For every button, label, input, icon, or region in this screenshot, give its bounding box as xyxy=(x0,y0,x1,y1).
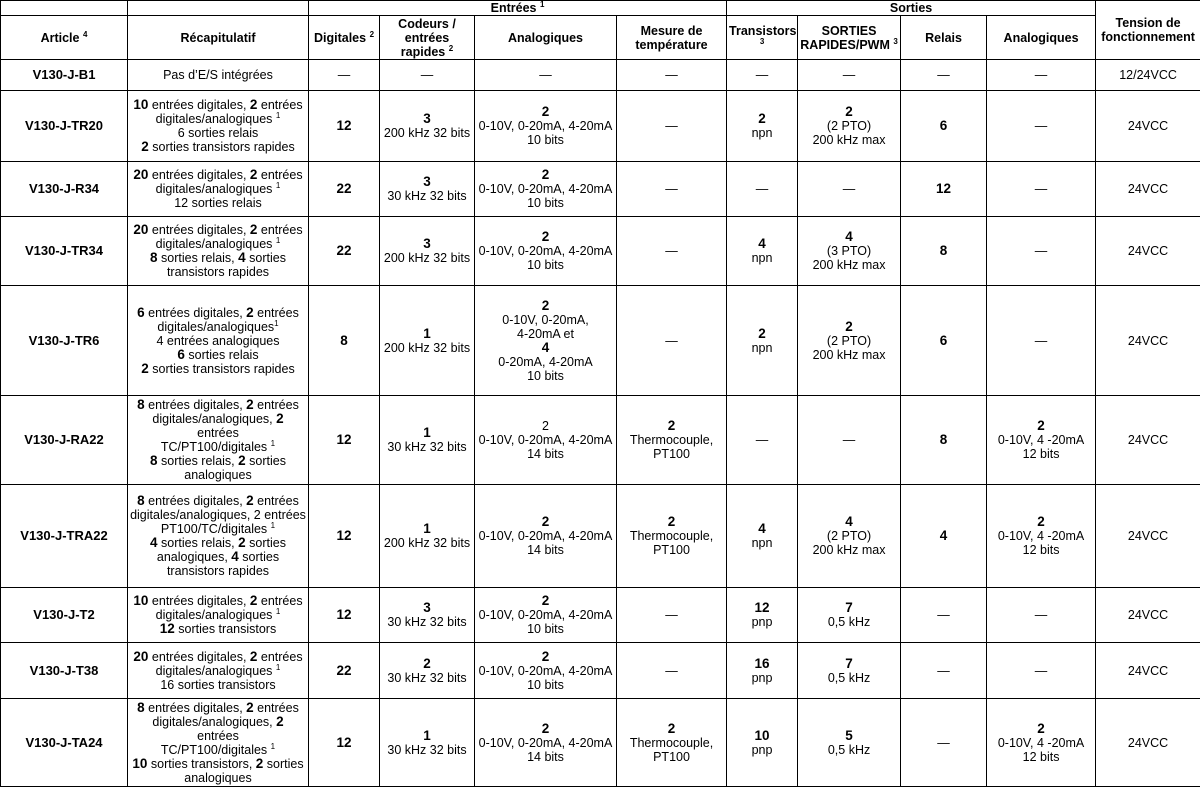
cell-mesure-temperature: — xyxy=(617,162,727,217)
cell-sorties-rapides: 2 (2 PTO) 200 kHz max xyxy=(798,286,901,396)
cell-article: V130-J-TRA22 xyxy=(1,485,128,588)
cell-sorties-rapides: 7 0,5 kHz xyxy=(798,643,901,699)
cell-sorties-rapides: — xyxy=(798,162,901,217)
cell-recapitulatif: 20 entrées digitales, 2 entrées digitales/analogiques $^1$ 16 sorties transistors xyxy=(128,643,309,699)
cell-recapitulatif: Pas d’E/S intégrées xyxy=(128,60,309,91)
header-analogiques-entrees: Analogiques xyxy=(475,16,617,60)
cell-codeurs: — xyxy=(380,60,475,91)
cell-recapitulatif: 20 entrées digitales, 2 entrées digitales/analogiques $^1$ 8 sorties relais, 4 sorties transistors rapides xyxy=(128,217,309,286)
cell-article: V130-J-TR34 xyxy=(1,217,128,286)
cell-tension: 24VCC xyxy=(1096,699,1200,787)
cell-analogiques-sorties: — xyxy=(987,162,1096,217)
table-row xyxy=(1,162,1200,217)
cell-sorties-rapides: — xyxy=(798,60,901,91)
table-row xyxy=(1,60,1200,91)
cell-codeurs: 3 30 kHz 32 bits xyxy=(380,162,475,217)
cell-analogiques-sorties: 2 0-10V, 4 -20mA 12 bits xyxy=(987,485,1096,588)
cell-tension: 24VCC xyxy=(1096,588,1200,643)
cell-codeurs: 2 30 kHz 32 bits xyxy=(380,643,475,699)
cell-recapitulatif: 8 entrées digitales, 2 entrées digitales/analogiques, 2 entrées PT100/TC/digitales $^1$ 4 sorties relais, 2 sorties analogiques, 4 sorties transistors rapides xyxy=(128,485,309,588)
header-codeurs: Codeurs / entrées rapides $^2$ xyxy=(380,16,475,60)
cell-analogiques-entrees: 2 0-10V, 0-20mA, 4-20mA 14 bits xyxy=(475,699,617,787)
cell-recapitulatif: 20 entrées digitales, 2 entrées digitales/analogiques $^1$ 12 sorties relais xyxy=(128,162,309,217)
cell-digitales: 22 xyxy=(309,643,380,699)
cell-transistors: 2 npn xyxy=(727,91,798,162)
cell-transistors: 16 pnp xyxy=(727,643,798,699)
cell-sorties-rapides: 4 (3 PTO) 200 kHz max xyxy=(798,217,901,286)
cell-analogiques-entrees: — xyxy=(475,60,617,91)
cell-transistors: 4 npn xyxy=(727,485,798,588)
cell-analogiques-sorties: 2 0-10V, 4 -20mA 12 bits xyxy=(987,699,1096,787)
cell-article: V130-J-TA24 xyxy=(1,699,128,787)
cell-article: V130-J-B1 xyxy=(1,60,128,91)
cell-relais: 6 xyxy=(901,286,987,396)
cell-codeurs: 1 30 kHz 32 bits xyxy=(380,396,475,485)
cell-digitales: 12 xyxy=(309,588,380,643)
cell-tension: 24VCC xyxy=(1096,485,1200,588)
cell-transistors: — xyxy=(727,162,798,217)
cell-article: V130-J-R34 xyxy=(1,162,128,217)
cell-mesure-temperature: — xyxy=(617,286,727,396)
table-row xyxy=(1,643,1200,699)
cell-mesure-temperature: — xyxy=(617,588,727,643)
cell-tension: 24VCC xyxy=(1096,217,1200,286)
cell-relais: 6 xyxy=(901,91,987,162)
cell-codeurs: 1 30 kHz 32 bits xyxy=(380,699,475,787)
cell-article: V130-J-T38 xyxy=(1,643,128,699)
cell-tension: 24VCC xyxy=(1096,91,1200,162)
header-relais: Relais xyxy=(901,16,987,60)
header-article: Article $^4$ xyxy=(1,16,128,60)
cell-mesure-temperature: — xyxy=(617,60,727,91)
cell-relais: 12 xyxy=(901,162,987,217)
cell-article: V130-J-TR20 xyxy=(1,91,128,162)
table-row xyxy=(1,217,1200,286)
cell-relais: — xyxy=(901,60,987,91)
cell-digitales: 12 xyxy=(309,699,380,787)
cell-relais: 4 xyxy=(901,485,987,588)
cell-analogiques-entrees: 2 0-10V, 0-20mA, 4-20mA 14 bits xyxy=(475,396,617,485)
table-row xyxy=(1,588,1200,643)
cell-analogiques-sorties: — xyxy=(987,91,1096,162)
cell-tension: 24VCC xyxy=(1096,162,1200,217)
header-transistors: Transistors $^3$ xyxy=(727,16,798,60)
cell-transistors: 2 npn xyxy=(727,286,798,396)
group-header-entrees: Entrées $^1$ xyxy=(309,1,727,16)
header-digitales: Digitales $^2$ xyxy=(309,16,380,60)
cell-sorties-rapides: 4 (2 PTO) 200 kHz max xyxy=(798,485,901,588)
cell-article: V130-J-T2 xyxy=(1,588,128,643)
cell-digitales: 12 xyxy=(309,91,380,162)
cell-tension: 24VCC xyxy=(1096,643,1200,699)
cell-sorties-rapides: 7 0,5 kHz xyxy=(798,588,901,643)
cell-transistors: 10 pnp xyxy=(727,699,798,787)
cell-digitales: 22 xyxy=(309,217,380,286)
cell-digitales: 12 xyxy=(309,485,380,588)
cell-mesure-temperature: — xyxy=(617,91,727,162)
cell-mesure-temperature: 2 Thermocouple, PT100 xyxy=(617,396,727,485)
cell-mesure-temperature: 2 Thermocouple, PT100 xyxy=(617,485,727,588)
cell-sorties-rapides: 5 0,5 kHz xyxy=(798,699,901,787)
cell-mesure-temperature: 2 Thermocouple, PT100 xyxy=(617,699,727,787)
cell-mesure-temperature: — xyxy=(617,217,727,286)
cell-digitales: 8 xyxy=(309,286,380,396)
cell-digitales: 22 xyxy=(309,162,380,217)
table-row xyxy=(1,91,1200,162)
header-recapitulatif: Récapitulatif xyxy=(128,16,309,60)
header-blank-article xyxy=(1,1,128,16)
table-row xyxy=(1,286,1200,396)
header-sorties-rapides: SORTIES RAPIDES/PWM $^3$ xyxy=(798,16,901,60)
cell-analogiques-sorties: — xyxy=(987,60,1096,91)
cell-analogiques-entrees: 2 0-10V, 0-20mA, 4-20mA 10 bits xyxy=(475,643,617,699)
cell-codeurs: 3 200 kHz 32 bits xyxy=(380,217,475,286)
cell-analogiques-entrees: 2 0-10V, 0-20mA, 4-20mA 10 bits xyxy=(475,217,617,286)
cell-relais: — xyxy=(901,643,987,699)
cell-relais: 8 xyxy=(901,396,987,485)
table-row xyxy=(1,485,1200,588)
cell-analogiques-entrees: 2 0-10V, 0-20mA, 4-20mA 10 bits xyxy=(475,588,617,643)
header-blank-recap xyxy=(128,1,309,16)
cell-transistors: 4 npn xyxy=(727,217,798,286)
cell-mesure-temperature: — xyxy=(617,643,727,699)
cell-article: V130-J-TR6 xyxy=(1,286,128,396)
cell-analogiques-sorties: — xyxy=(987,588,1096,643)
cell-analogiques-entrees: 2 0-10V, 0-20mA, 4-20mA 10 bits xyxy=(475,162,617,217)
table-row xyxy=(1,699,1200,787)
cell-tension: 12/24VCC xyxy=(1096,60,1200,91)
cell-recapitulatif: 8 entrées digitales, 2 entrées digitales/analogiques, 2 entrées TC/PT100/digitales $^1$ 10 sorties transistors, 2 sorties analogiques xyxy=(128,699,309,787)
cell-relais: — xyxy=(901,588,987,643)
cell-relais: 8 xyxy=(901,217,987,286)
cell-recapitulatif: 6 entrées digitales, 2 entrées digitales/analogiques$^1$ 4 entrées analogiques 6 sorties relais 2 sorties transistors rapides xyxy=(128,286,309,396)
cell-transistors: 12 pnp xyxy=(727,588,798,643)
cell-codeurs: 1 200 kHz 32 bits xyxy=(380,485,475,588)
cell-sorties-rapides: 2 (2 PTO) 200 kHz max xyxy=(798,91,901,162)
cell-digitales: 12 xyxy=(309,396,380,485)
header-mesure-temperature: Mesure de température xyxy=(617,16,727,60)
cell-analogiques-entrees: 2 0-10V, 0-20mA, 4-20mA 10 bits xyxy=(475,91,617,162)
cell-recapitulatif: 10 entrées digitales, 2 entrées digitales/analogiques $^1$ 6 sorties relais 2 sorties transistors rapides xyxy=(128,91,309,162)
header-tension: Tension de fonctionnement xyxy=(1096,1,1200,60)
cell-analogiques-entrees: 2 0-10V, 0-20mA, 4-20mA 14 bits xyxy=(475,485,617,588)
cell-recapitulatif: 10 entrées digitales, 2 entrées digitales/analogiques $^1$ 12 sorties transistors xyxy=(128,588,309,643)
cell-article: V130-J-RA22 xyxy=(1,396,128,485)
cell-analogiques-sorties: — xyxy=(987,643,1096,699)
cell-codeurs: 1 200 kHz 32 bits xyxy=(380,286,475,396)
cell-tension: 24VCC xyxy=(1096,396,1200,485)
cell-analogiques-sorties: — xyxy=(987,217,1096,286)
cell-analogiques-sorties: — xyxy=(987,286,1096,396)
header-analogiques-sorties: Analogiques xyxy=(987,16,1096,60)
cell-sorties-rapides: — xyxy=(798,396,901,485)
cell-digitales: — xyxy=(309,60,380,91)
cell-analogiques-entrees: 2 0-10V, 0-20mA, 4-20mA et 4 0-20mA, 4-20mA 10 bits xyxy=(475,286,617,396)
cell-tension: 24VCC xyxy=(1096,286,1200,396)
cell-transistors: — xyxy=(727,60,798,91)
cell-codeurs: 3 30 kHz 32 bits xyxy=(380,588,475,643)
cell-transistors: — xyxy=(727,396,798,485)
cell-analogiques-sorties: 2 0-10V, 4 -20mA 12 bits xyxy=(987,396,1096,485)
cell-relais: — xyxy=(901,699,987,787)
cell-codeurs: 3 200 kHz 32 bits xyxy=(380,91,475,162)
table-row xyxy=(1,396,1200,485)
group-header-sorties: Sorties xyxy=(727,1,1096,16)
cell-recapitulatif: 8 entrées digitales, 2 entrées digitales/analogiques, 2 entrées TC/PT100/digitales $^1$ 8 sorties relais, 2 sorties analogiques xyxy=(128,396,309,485)
